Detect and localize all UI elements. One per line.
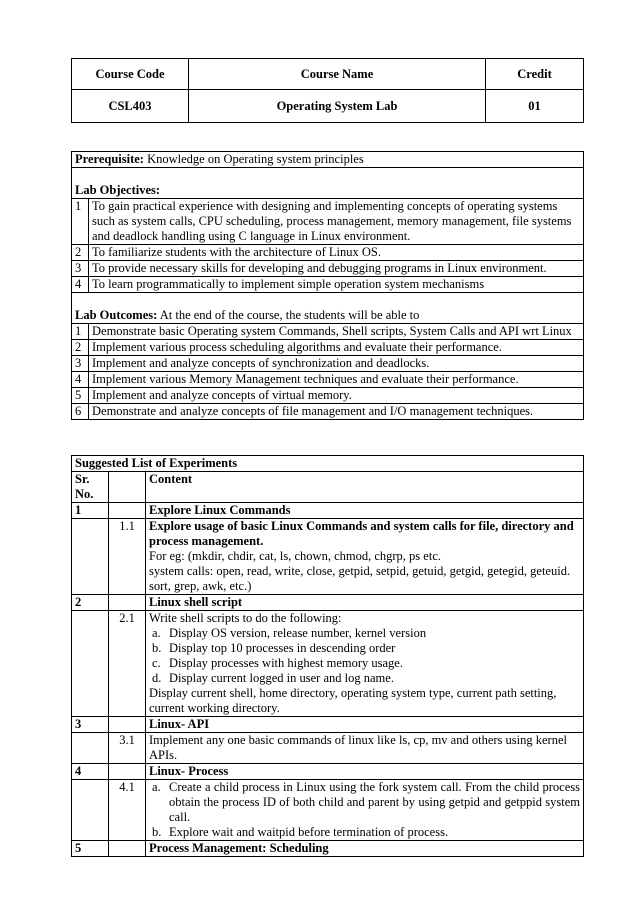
sub-number: 1.1 <box>109 519 146 595</box>
objective-row <box>72 199 584 245</box>
experiment-title-text: Linux shell script <box>149 595 243 609</box>
experiment-number <box>72 595 109 611</box>
list-item <box>149 780 580 825</box>
experiment-title <box>146 717 584 733</box>
experiment-number-text: 4 <box>75 764 82 778</box>
credit-value: 01 <box>486 90 584 123</box>
list-item <box>149 656 580 671</box>
credit-header: Credit <box>486 59 584 90</box>
outcomes-heading <box>72 293 584 324</box>
experiment-title-text: Linux- API <box>149 717 210 731</box>
sub-content: Implement any one basic commands of linux like ls, cp, mv and others using kernel APIs. <box>146 733 584 764</box>
objectives-outcomes-table <box>71 151 584 420</box>
sr-no-header <box>72 472 109 503</box>
objective-row <box>72 277 584 293</box>
outcome-row <box>72 324 584 340</box>
blank-cell <box>72 780 109 841</box>
sub-number: 4.1 <box>109 780 146 841</box>
outcome-number: 5 <box>72 388 89 404</box>
objective-text: To learn programmatically to implement simple operation system mechanisms <box>89 277 584 293</box>
outcome-number: 2 <box>72 340 89 356</box>
outcome-row <box>72 404 584 420</box>
experiment-title <box>146 841 584 857</box>
blank-cell <box>72 519 109 595</box>
outcome-text: Implement various Memory Management techniques and evaluate their performance. <box>89 372 584 388</box>
course-name-header: Course Name <box>189 59 486 90</box>
experiment-row <box>72 717 584 733</box>
sub-experiment-row <box>72 733 584 764</box>
objective-text: To gain practical experience with designing and implementing concepts of operating systems such as system calls, CPU scheduling, process management, memory management, file systems and deadlock handling using C language in Linux environment. <box>89 199 584 245</box>
list-item <box>149 626 580 641</box>
list-item-text: Display OS version, release number, kernel version <box>169 626 427 640</box>
course-name: Operating System Lab <box>189 90 486 123</box>
course-code: CSL403 <box>72 90 189 123</box>
experiment-number-text: 1 <box>75 503 82 517</box>
experiment-number-text: 3 <box>75 717 82 731</box>
prerequisite-text: Knowledge on Operating system principles <box>147 152 364 166</box>
experiment-title-text: Linux- Process <box>149 764 229 778</box>
prerequisite-label: Prerequisite: <box>75 152 144 166</box>
outcome-number: 3 <box>72 356 89 372</box>
outcome-number: 6 <box>72 404 89 420</box>
objective-number: 1 <box>72 199 89 245</box>
list-item <box>149 671 580 686</box>
course-table <box>71 58 584 123</box>
experiments-table <box>71 455 584 857</box>
list-marker: d. <box>152 671 162 685</box>
outcomes-intro: At the end of the course, the students will be able to <box>159 308 420 322</box>
list-item-text: Display processes with highest memory usage. <box>169 656 403 670</box>
objective-number: 3 <box>72 261 89 277</box>
experiment-number <box>72 764 109 780</box>
script-list <box>149 626 580 686</box>
blank-cell <box>72 733 109 764</box>
sub-content <box>146 611 584 717</box>
experiment-number <box>72 717 109 733</box>
objective-row <box>72 245 584 261</box>
experiment-row <box>72 764 584 780</box>
experiment-title-text: Process Management: Scheduling <box>149 841 329 855</box>
experiment-row <box>72 503 584 519</box>
outcome-text: Demonstrate and analyze concepts of file management and I/O management techniques. <box>89 404 584 420</box>
experiment-number <box>72 841 109 857</box>
outcome-row <box>72 372 584 388</box>
blank-header <box>109 472 146 503</box>
experiment-title <box>146 503 584 519</box>
blank-cell <box>109 764 146 780</box>
list-item-text: Create a child process in Linux using the fork system call. From the child process obtain the process ID of both child and parent by using getpid and getppid system call. <box>169 780 580 824</box>
sub-content <box>146 780 584 841</box>
outcome-number: 1 <box>72 324 89 340</box>
objective-text: To familiarize students with the architecture of Linux OS. <box>89 245 584 261</box>
list-item <box>149 825 580 840</box>
objective-row <box>72 261 584 277</box>
blank-cell <box>109 841 146 857</box>
experiments-title-text: Suggested List of Experiments <box>75 456 238 470</box>
blank-cell <box>109 503 146 519</box>
experiments-title <box>72 456 584 472</box>
sub-outro: Display current shell, home directory, operating system type, current path setting, current working directory. <box>149 686 557 715</box>
experiment-row <box>72 841 584 857</box>
list-item-text: Display top 10 processes in descending order <box>169 641 396 655</box>
sub-number: 3.1 <box>109 733 146 764</box>
outcome-text: Implement various process scheduling algorithms and evaluate their performance. <box>89 340 584 356</box>
list-marker: a. <box>152 780 161 794</box>
sub-experiment-row <box>72 519 584 595</box>
list-item-text: Explore wait and waitpid before termination of process. <box>169 825 449 839</box>
sub-content <box>146 519 584 595</box>
sub-experiment-row <box>72 611 584 717</box>
outcomes-label: Lab Outcomes: <box>75 308 158 322</box>
sub-title: Explore usage of basic Linux Commands and system calls for file, directory and process management. <box>149 519 574 548</box>
outcome-text: Implement and analyze concepts of virtual memory. <box>89 388 584 404</box>
outcome-text: Implement and analyze concepts of synchronization and deadlocks. <box>89 356 584 372</box>
sub-intro: Write shell scripts to do the following: <box>149 611 342 625</box>
list-item-text: Display current logged in user and log name. <box>169 671 394 685</box>
list-marker: a. <box>152 626 161 640</box>
sub-experiment-row <box>72 780 584 841</box>
objective-number: 2 <box>72 245 89 261</box>
outcome-text: Demonstrate basic Operating system Commands, Shell scripts, System Calls and API wrt Linux <box>89 324 584 340</box>
sub-line: system calls: open, read, write, close, getpid, setpid, getuid, getgid, getegid, geteuid. sort, grep, awk, etc.) <box>149 564 571 593</box>
experiment-number-text: 5 <box>75 841 82 855</box>
blank-cell <box>109 595 146 611</box>
prerequisite-row <box>72 152 584 168</box>
outcome-row <box>72 388 584 404</box>
sub-line: For eg: (mkdir, chdir, cat, ls, chown, chmod, chgrp, ps etc. <box>149 549 441 563</box>
process-list <box>149 780 580 840</box>
outcome-row <box>72 340 584 356</box>
course-code-header: Course Code <box>72 59 189 90</box>
objectives-heading <box>72 168 584 199</box>
sub-number: 2.1 <box>109 611 146 717</box>
list-marker: b. <box>152 641 162 655</box>
sr-no-header-text: Sr. No. <box>75 472 94 501</box>
experiment-number-text: 2 <box>75 595 82 609</box>
objective-number: 4 <box>72 277 89 293</box>
experiment-row <box>72 595 584 611</box>
experiment-title <box>146 595 584 611</box>
experiment-number <box>72 503 109 519</box>
list-item <box>149 641 580 656</box>
list-marker: c. <box>152 656 161 670</box>
experiment-title <box>146 764 584 780</box>
objective-text: To provide necessary skills for developing and debugging programs in Linux environment. <box>89 261 584 277</box>
content-header <box>146 472 584 503</box>
blank-cell <box>109 717 146 733</box>
experiment-title-text: Explore Linux Commands <box>149 503 291 517</box>
outcome-row <box>72 356 584 372</box>
outcome-number: 4 <box>72 372 89 388</box>
list-marker: b. <box>152 825 162 839</box>
content-header-text: Content <box>149 472 193 486</box>
objectives-label: Lab Objectives: <box>75 183 161 197</box>
blank-cell <box>72 611 109 717</box>
